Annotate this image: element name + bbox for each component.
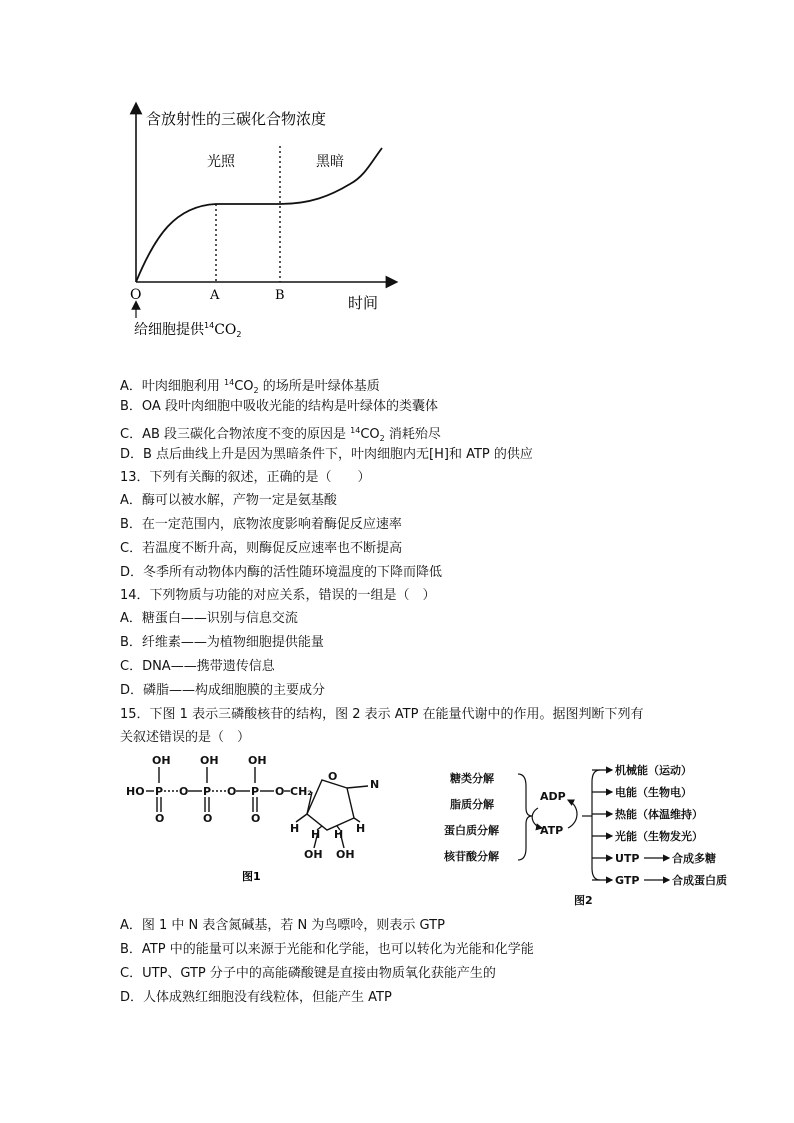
gtp-label: GTP xyxy=(615,874,640,887)
ch2-label: CH₂ xyxy=(290,785,313,798)
q12-option-d: D．B 点后曲线上升是因为黑暗条件下，叶肉细胞内无[H]和 ATP 的供应 xyxy=(120,447,533,462)
c3-concentration-graph xyxy=(110,96,410,346)
q15-stem-line2: 关叙述错误的是（ ） xyxy=(120,730,251,745)
ring-h-1: H xyxy=(290,822,300,835)
bridge-o-3: O xyxy=(275,785,285,798)
q15-option-b: B．ATP 中的能量可以来源于光能和化学能，也可以转化为光能和化学能 xyxy=(120,942,534,957)
q14-option-b: B．纤维素——为植物细胞提供能量 xyxy=(120,635,324,650)
oh-label-1: OH xyxy=(152,754,171,767)
output-electrical: 电能（生物电） xyxy=(615,786,692,799)
phosphate-p-3: P xyxy=(251,785,260,798)
q13-option-d: D．冬季所有动物体内酶的活性随环境温度的下降而降低 xyxy=(120,565,443,580)
q13-option-c: C．若温度不断升高，则酶促反应速率也不断提高 xyxy=(120,541,403,556)
q12-option-a: A．叶肉细胞利用 $^{14}CO_2$ 的场所是叶绿体基质 xyxy=(120,378,380,395)
point-b-label: B xyxy=(275,288,285,303)
figure-1-nucleotide xyxy=(122,752,392,892)
ring-oh-1: OH xyxy=(304,848,323,861)
q15-option-d: D．人体成熟红细胞没有线粒体，但能产生 ATP xyxy=(120,990,392,1005)
output-mechanical: 机械能（运动） xyxy=(615,764,692,777)
figure-1-caption: 图1 xyxy=(242,870,261,883)
q13-option-a: A．酶可以被水解，产物一定是氨基酸 xyxy=(120,493,337,508)
x-axis-label: 时间 xyxy=(348,294,379,312)
ring-h-4: H xyxy=(356,822,366,835)
q12-option-c: C．AB 段三碳化合物浓度不变的原因是 $^{14}CO_2$ 消耗殆尽 xyxy=(120,426,441,443)
supply-note: 给细胞提供$^{14}CO_2$ xyxy=(134,321,242,339)
adp-label: ADP xyxy=(540,790,566,803)
concentration-curve xyxy=(136,148,382,282)
ring-h-2: H xyxy=(311,828,321,841)
ring-h-3: H xyxy=(334,828,344,841)
q14-option-a: A．糖蛋白——识别与信息交流 xyxy=(120,611,298,626)
output-light: 光能（生物发光） xyxy=(615,830,703,843)
gtp-output: 合成蛋白质 xyxy=(672,874,727,887)
output-thermal: 热能（体温维持） xyxy=(615,808,703,821)
bridge-o-1: O xyxy=(179,785,189,798)
q15-option-a: A．图 1 中 N 表含氮碱基，若 N 为鸟嘌呤，则表示 GTP xyxy=(120,918,445,933)
input-lipid: 脂质分解 xyxy=(450,798,494,811)
double-o-1: O xyxy=(155,812,165,825)
q13-stem: 13．下列有关酶的叙述，正确的是（ ） xyxy=(120,470,371,485)
bridge-o-2: O xyxy=(227,785,237,798)
oh-label-3: OH xyxy=(248,754,267,767)
q14-stem: 14．下列物质与功能的对应关系，错误的一组是（ ） xyxy=(120,588,436,603)
ho-label: HO xyxy=(126,785,145,798)
q13-option-b: B．在一定范围内，底物浓度影响着酶促反应速率 xyxy=(120,517,402,532)
atp-label: ATP xyxy=(540,824,564,837)
q15-stem-line1: 15．下图 1 表示三磷酸核苷的结构，图 2 表示 ATP 在能量代谢中的作用。据图判断下列有 xyxy=(120,707,644,722)
origin-label: O xyxy=(130,287,142,303)
region-light-label: 光照 xyxy=(207,154,235,170)
y-axis-label: 含放射性的三碳化合物浓度 xyxy=(146,110,327,128)
point-a-label: A xyxy=(210,288,220,303)
q15-option-c: C．UTP、GTP 分子中的高能磷酸键是直接由物质氧化获能产生的 xyxy=(120,966,496,981)
q12-option-b: B．OA 段叶肉细胞中吸收光能的结构是叶绿体的类囊体 xyxy=(120,399,438,414)
utp-output: 合成多糖 xyxy=(672,852,716,865)
double-o-2: O xyxy=(203,812,213,825)
double-o-3: O xyxy=(251,812,261,825)
input-nucleotide: 核苷酸分解 xyxy=(444,850,499,863)
figure-2-atp-metabolism xyxy=(440,756,740,906)
region-dark-label: 黑暗 xyxy=(316,154,344,170)
input-protein: 蛋白质分解 xyxy=(444,824,499,837)
phosphate-p-1: P xyxy=(155,785,164,798)
ring-o-label: O xyxy=(328,770,338,783)
base-n-label: N xyxy=(370,778,380,791)
input-carbohydrate: 糖类分解 xyxy=(450,772,494,785)
phosphate-p-2: P xyxy=(203,785,212,798)
oh-label-2: OH xyxy=(200,754,219,767)
figure-2-caption: 图2 xyxy=(574,894,593,906)
ring-oh-2: OH xyxy=(336,848,355,861)
q14-option-c: C．DNA——携带遗传信息 xyxy=(120,659,275,674)
q14-option-d: D．磷脂——构成细胞膜的主要成分 xyxy=(120,683,326,698)
utp-label: UTP xyxy=(615,852,640,865)
